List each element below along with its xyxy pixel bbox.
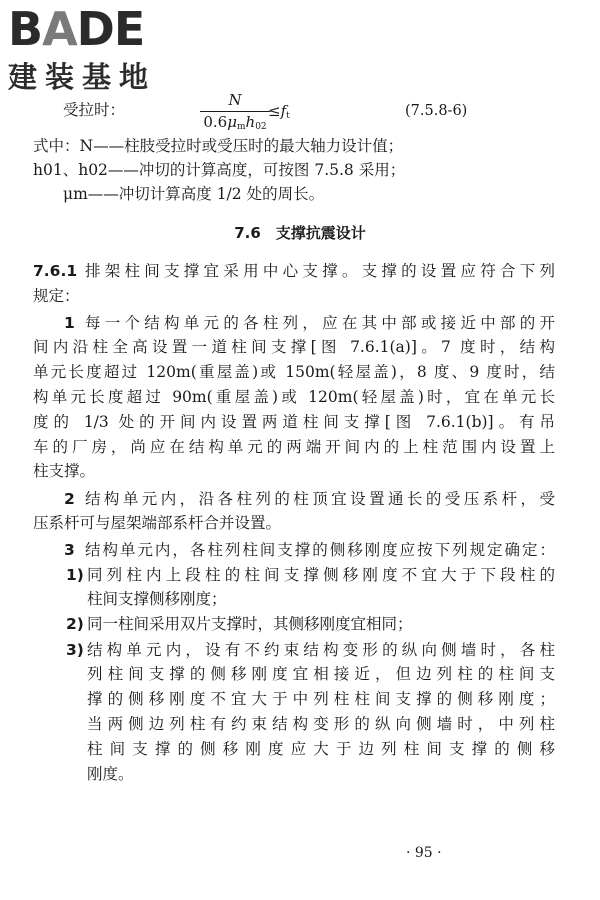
subitem-number: 2) — [66, 615, 84, 633]
subitem-line: 柱间支撑侧移刚度； — [87, 590, 227, 608]
subitem-number: 3) — [66, 641, 84, 659]
subitem-line: 同一柱间采用双片支撑时，其侧移刚度宜相同； — [87, 615, 413, 633]
clause-line: 规定： — [33, 287, 80, 305]
subitem-line: 刚度。 — [87, 765, 134, 783]
formula-relation: $\le f_t$ — [268, 102, 290, 121]
logo-chinese-text: 建装基地 — [8, 60, 157, 94]
equation-number: (7.5.8-6) — [405, 103, 468, 119]
item2-line: 压系杆可与屋架端部系杆合并设置。 — [33, 514, 282, 532]
subitem-line: 撑的侧移刚度不宜大于中列柱柱间支撑的侧移刚度； — [87, 690, 555, 708]
item1-line: 柱支撑。 — [33, 462, 96, 480]
section-title: 7.6 支撑抗震设计 — [234, 224, 366, 242]
definition-mu: μm——冲切计算高度 1/2 处的周长。 — [63, 185, 325, 203]
item3-line: 结构单元内，各柱列柱间支撑的侧移刚度应按下列规定确定： — [85, 541, 555, 559]
item1-line: 度的 1/3 处的开间内设置两道柱间支撑[图 7.6.1(b)]。有吊 — [33, 413, 555, 431]
item1-line: 单元长度超过 120m(重屋盖)或 150m(轻屋盖)，8 度、9 度时，结 — [33, 363, 555, 381]
item1-line: 每一个结构单元的各柱列，应在其中部或接近中部的开 — [85, 314, 555, 332]
fraction-bar — [200, 111, 270, 112]
clause-line: 排架柱间支撑宜采用中心支撑。支撑的设置应符合下列 — [85, 262, 555, 280]
bade-logo — [8, 2, 178, 98]
page-number: · 95 · — [406, 845, 442, 861]
item-number: 1 — [64, 314, 75, 332]
item-number: 2 — [64, 490, 75, 508]
formula-denominator: $0.6\mu_mh_{02}$ — [203, 113, 267, 132]
item1-line: 车的厂房，尚应在结构单元的两端开间内的上柱范围内设置上 — [33, 438, 555, 456]
item-number: 3 — [64, 541, 75, 559]
definition-h: h01、h02——冲切的计算高度，可按图 7.5.8 采用； — [33, 161, 406, 179]
subitem-line: 柱间支撑的侧移刚度应大于边列柱间支撑的侧移 — [87, 740, 555, 758]
subitem-line: 同列柱内上段柱的柱间支撑侧移刚度不宜大于下段柱的 — [87, 566, 555, 584]
item1-line: 构单元长度超过 90m(重屋盖)或 120m(轻屋盖)时，宜在单元长 — [33, 388, 555, 406]
clause-number: 7.6.1 — [33, 262, 78, 280]
item2-line: 结构单元内，沿各柱列的柱顶宜设置通长的受压系杆，受 — [85, 490, 555, 508]
subitem-line: 当两侧边列柱有约束结构变形的纵向侧墙时，中列柱 — [87, 715, 555, 733]
subitem-line: 结构单元内，设有不约束结构变形的纵向侧墙时，各柱 — [87, 641, 555, 659]
definition-n: 式中：N——柱肢受拉时或受压时的最大轴力设计值； — [33, 137, 404, 155]
formula-label: 受拉时： — [63, 101, 126, 119]
logo-wordmark: BADE — [8, 2, 145, 56]
item1-line: 间内沿柱全高设置一道柱间支撑[图 7.6.1(a)]。7 度时，结构 — [33, 338, 555, 356]
formula-numerator: N — [228, 91, 242, 109]
subitem-number: 1) — [66, 566, 84, 584]
subitem-line: 列柱间支撑的侧移刚度宜相接近，但边列柱的柱间支 — [87, 665, 555, 683]
